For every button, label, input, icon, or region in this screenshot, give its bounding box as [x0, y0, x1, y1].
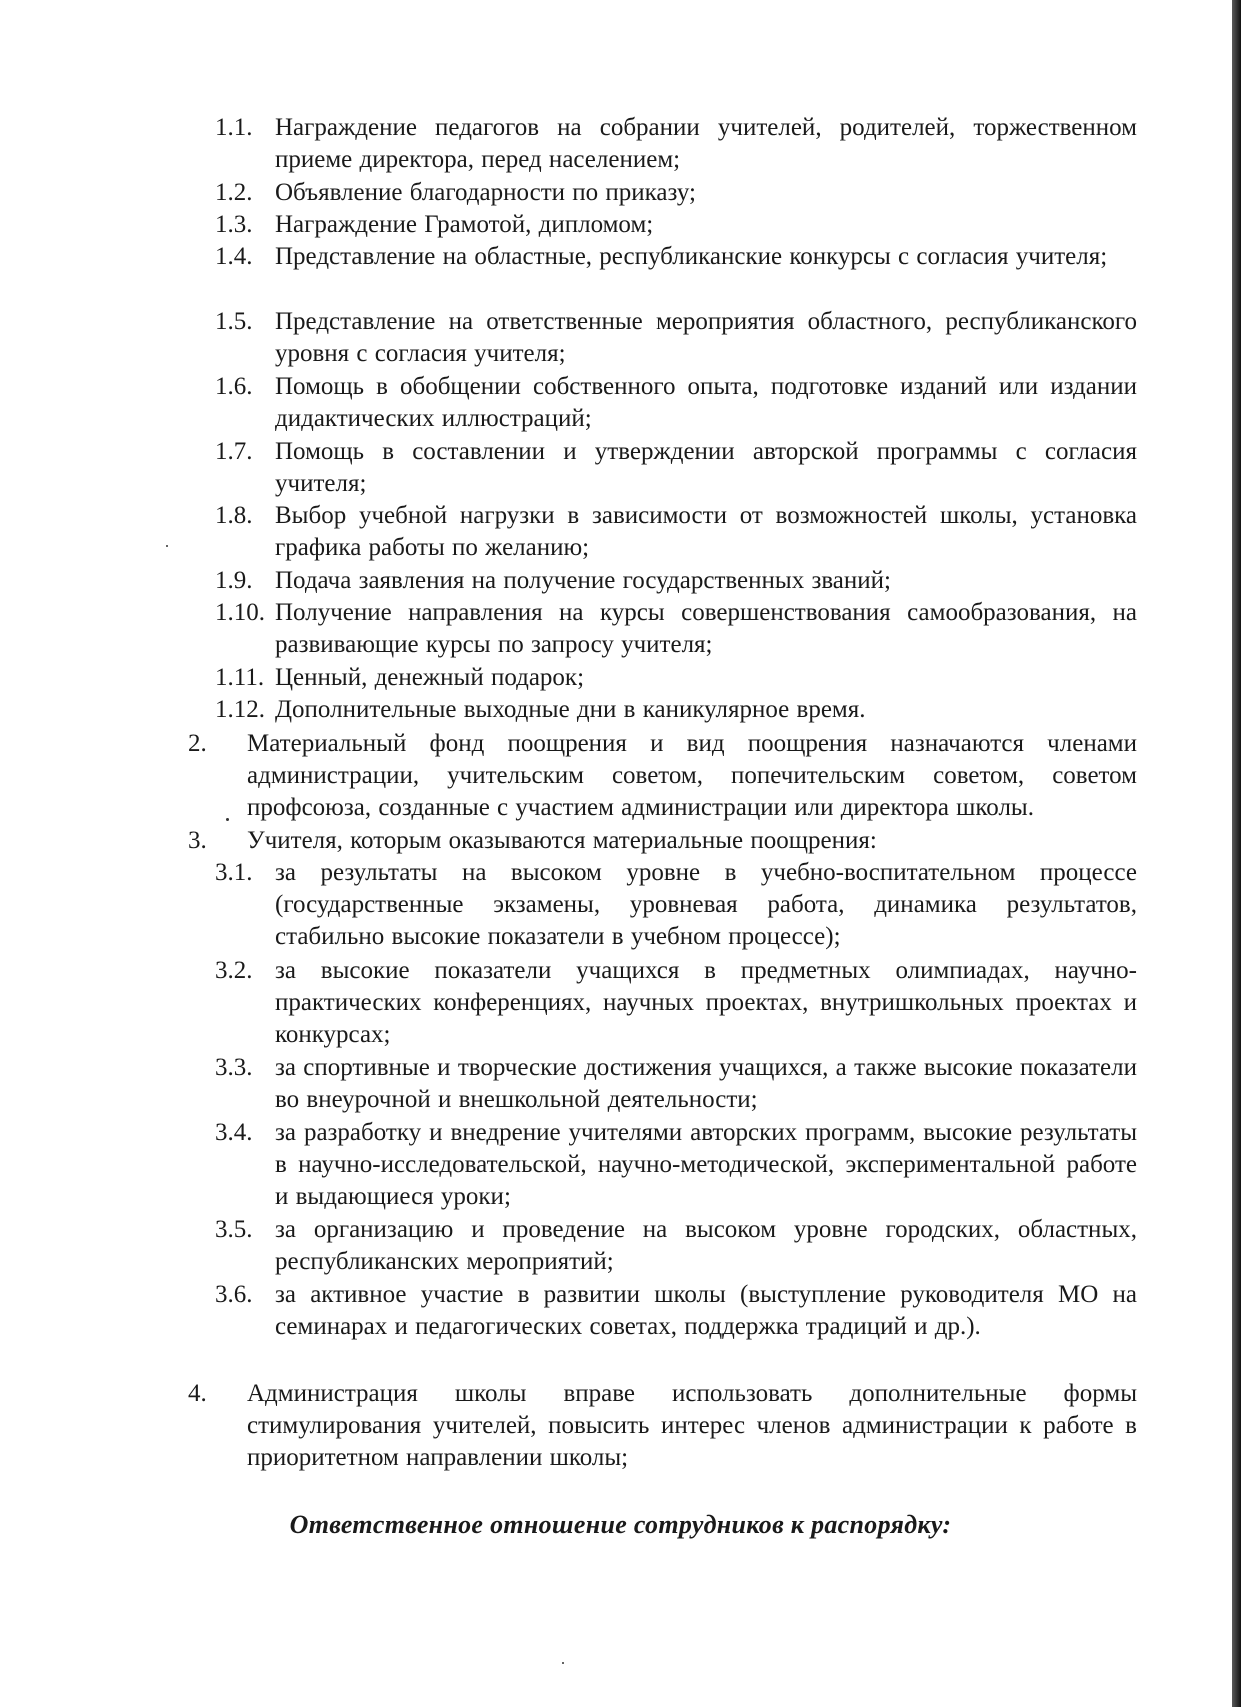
item-text: Учителя, которым оказываются материальные поощрения:: [247, 827, 877, 854]
section-heading: Ответственное отношение сотрудников к распорядку:: [289, 1510, 952, 1539]
list-item: [188, 728, 1137, 824]
scan-speck: [226, 818, 229, 821]
item-text: Помощь в обобщении собственного опыта, подготовке изданий или издании дидактических иллюстраций;: [275, 373, 1137, 432]
item-number: 1.7.: [215, 438, 253, 465]
item-text: за результаты на высоком уровне в учебно-воспитательном процессе (государственные экзамены, уровневая работа, динамика результатов, стабильно высокие показатели в учебном процессе);: [275, 859, 1137, 950]
list-item: [215, 209, 1137, 241]
item-text: Представление на областные, республиканские конкурсы с согласия учителя;: [275, 243, 1108, 270]
item-number: 1.2.: [215, 179, 253, 206]
item-text: Ценный, денежный подарок;: [275, 664, 585, 691]
item-text: за спортивные и творческие достижения учащихся, а также высокие показатели во внеурочной и внешкольной деятельности;: [275, 1054, 1137, 1113]
item-text: за активное участие в развитии школы (выступление руководителя МО на семинарах и педагогических советах, поддержка традиций и др.).: [275, 1281, 1137, 1340]
item-number: 3.5.: [215, 1216, 253, 1243]
list-item: [215, 857, 1137, 953]
item-text: Администрация школы вправе использовать дополнительные формы стимулирования учителей, повысить интерес членов администрации к работе в приоритетном направлении школы;: [247, 1380, 1137, 1471]
item-number: 3.2.: [215, 957, 253, 984]
item-text: за высокие показатели учащихся в предметных олимпиадах, научно-практических конференциях, научных проектах, внутришкольных проектах и конкурсах;: [275, 957, 1137, 1048]
list-item: [215, 112, 1137, 176]
list-item: [215, 500, 1137, 564]
item-text: Подача заявления на получение государственных званий;: [275, 567, 891, 594]
item-number: 2.: [188, 730, 207, 757]
list-item: [215, 1052, 1137, 1116]
list-item: [215, 1279, 1137, 1343]
item-number: 1.11.: [215, 664, 265, 691]
list-item: [215, 955, 1137, 1051]
item-number: 3.4.: [215, 1119, 253, 1146]
scan-speck: [166, 545, 168, 547]
item-text: Награждение Грамотой, дипломом;: [275, 211, 654, 238]
item-number: 1.6.: [215, 373, 253, 400]
item-text: за организацию и проведение на высоком уровне городских, областных, республиканских мероприятий;: [275, 1216, 1137, 1275]
list-item: [215, 436, 1137, 500]
item-text: Получение направления на курсы совершенствования самообразования, на развивающие курсы по запросу учителя;: [275, 599, 1137, 658]
item-number: 3.1.: [215, 859, 253, 886]
list-item: [215, 371, 1137, 435]
list-item: [215, 177, 1137, 209]
scan-edge-shadow: [1232, 0, 1241, 1707]
item-text: Дополнительные выходные дни в каникулярное время.: [275, 696, 866, 723]
item-number: 4.: [188, 1380, 207, 1407]
list-item: [215, 694, 1137, 726]
item-text: Выбор учебной нагрузки в зависимости от возможностей школы, установка графика работы по желанию;: [275, 502, 1137, 561]
item-text: за разработку и внедрение учителями авторских программ, высокие результаты в научно-исследовательской, научно-методической, экспериментальной работе и выдающиеся уроки;: [275, 1119, 1137, 1210]
item-text: Материальный фонд поощрения и вид поощрения назначаются членами администрации, учительским советом, попечительским советом, советом профсоюза, созданные с участием администрации или директора школы.: [247, 730, 1137, 821]
item-number: 3.6.: [215, 1281, 253, 1308]
list-item: [215, 565, 1137, 597]
item-number: 1.3.: [215, 211, 253, 238]
item-number: 1.8.: [215, 502, 253, 529]
item-number: 1.12.: [215, 696, 265, 723]
list-item: [215, 1214, 1137, 1278]
list-item: [215, 1117, 1137, 1213]
list-item: [188, 825, 1137, 857]
item-number: 3.3.: [215, 1054, 253, 1081]
item-number: 1.5.: [215, 308, 253, 335]
scan-speck: [562, 1662, 564, 1664]
item-number: 3.: [188, 827, 207, 854]
list-item: [215, 306, 1137, 370]
item-text: Объявление благодарности по приказу;: [275, 179, 696, 206]
item-number: 1.9.: [215, 567, 253, 594]
item-number: 1.1.: [215, 114, 253, 141]
item-text: Награждение педагогов на собрании учителей, родителей, торжественном приеме директора, перед населением;: [275, 114, 1137, 173]
list-item: [188, 1378, 1137, 1474]
item-number: 1.10.: [215, 599, 265, 626]
list-item: [215, 662, 1137, 694]
item-text: Помощь в составлении и утверждении авторской программы с согласия учителя;: [275, 438, 1137, 497]
list-item: [215, 241, 1137, 273]
list-item: [215, 597, 1137, 661]
item-text: Представление на ответственные мероприятия областного, республиканского уровня с согласия учителя;: [275, 308, 1137, 367]
item-number: 1.4.: [215, 243, 253, 270]
